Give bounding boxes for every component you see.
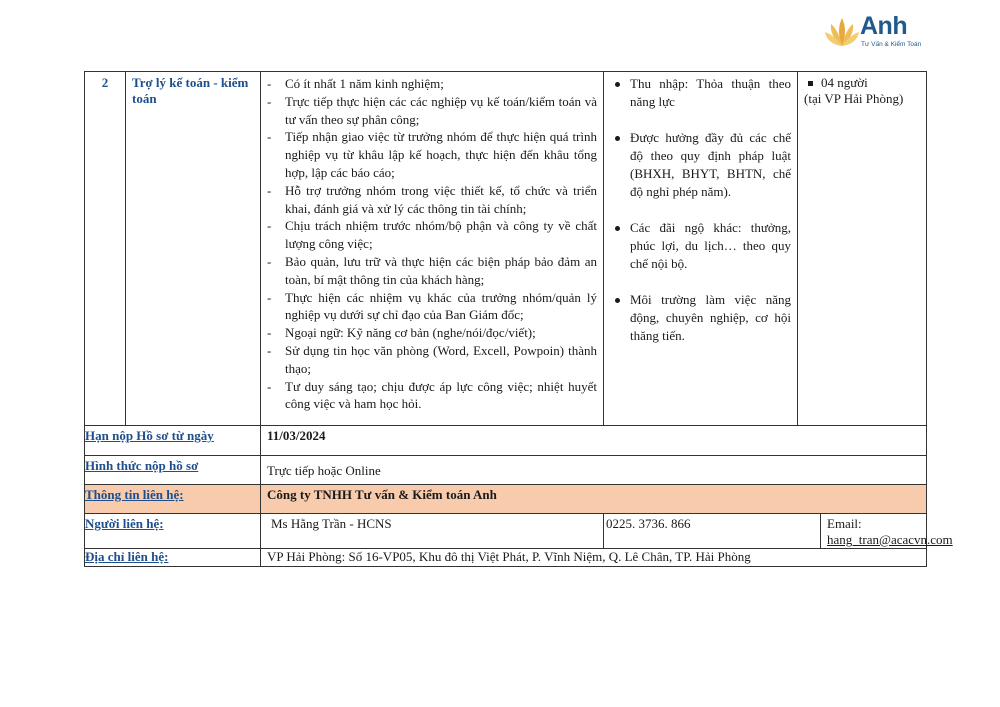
company-logo [824,10,934,56]
phone-email-cell [604,514,953,549]
benefits-list [608,75,791,345]
requirement-item: - Tư duy sáng tạo; chịu được áp lực công việc; nhiệt huyết công việc và ham học hỏi. [265,378,597,414]
requirement-item: - Thực hiện các nhiệm vụ khác của trưởng nhóm/quản lý nghiệp vụ dưới sự chỉ đạo của Ban Giám đốc; [265,289,597,325]
square-bullet-icon [808,81,813,86]
contact-row [85,485,927,514]
phone-value: 0225. 3736. 866 [604,514,821,548]
contact-label: Thông tin liên hệ: [85,485,261,514]
contact-value: Công ty TNHH Tư vấn & Kiểm toán Anh [261,485,927,514]
position-number: 2 [85,72,126,426]
requirement-item: - Tiếp nhận giao việc từ trưởng nhóm để thực hiện quá trình nghiệp vụ từ khâu lập kế hoạch, thực hiện đến khâu tổng hợp, lập các báo cáo; [265,128,597,181]
requirement-item: - Bảo quản, lưu trữ và thực hiện các biện pháp bảo đảm an toàn, bí mật thông tin của khách hàng; [265,253,597,289]
address-value: VP Hải Phòng: Số 16-VP05, Khu đô thị Việt Phát, P. Vĩnh Niệm, Q. Lê Chân, TP. Hải Phòng [261,549,927,567]
position-row [85,72,927,426]
benefit-item: Được hưởng đầy đủ các chế độ theo quy định pháp luật (BHXH, BHYT, BHTN, chế độ nghỉ phép năm). [608,129,791,201]
requirement-item: - Trực tiếp thực hiện các các nghiệp vụ kế toán/kiểm toán và tư vấn theo sự phân công; [265,93,597,129]
benefit-item: Môi trường làm việc năng động, chuyên nghiệp, cơ hội thăng tiến. [608,291,791,345]
deadline-label: Hạn nộp Hồ sơ từ ngày [85,426,261,456]
method-row [85,456,927,485]
location-value: (tại VP Hải Phòng) [804,91,904,106]
benefits-cell [604,72,798,426]
person-row [85,514,927,549]
logo-brand: Anh [860,12,908,40]
person-label: Người liên hệ: [85,514,261,549]
requirement-item: - Ngoại ngữ: Kỹ năng cơ bản (nghe/nói/đọc/viết); [265,324,597,342]
email-label: Email: [827,516,862,531]
benefit-item: Các đãi ngộ khác: thưởng, phúc lợi, du lịch… theo quy chế nội bộ. [608,219,791,273]
method-value: Trực tiếp hoặc Online [261,456,927,485]
recruitment-table [84,71,953,567]
person-value: Ms Hằng Trần - HCNS [261,514,604,549]
deadline-value: 11/03/2024 [261,426,927,456]
email-link[interactable]: hang_tran@acacvn.com [827,532,953,547]
quantity-cell [798,72,927,426]
address-label: Địa chỉ liên hệ: [85,549,261,567]
requirement-item: - Hỗ trợ trưởng nhóm trong việc thiết kế, tổ chức và triển khai, đánh giá và xử lý các thông tin tài chính; [265,182,597,218]
requirement-item: - Sử dụng tin học văn phòng (Word, Excell, Powpoin) thành thạo; [265,342,597,378]
requirement-item: - Có ít nhất 1 năm kinh nghiệm; [265,75,597,93]
method-label: Hình thức nộp hồ sơ [85,456,261,485]
requirement-item: - Chịu trách nhiệm trước nhóm/bộ phận và công ty về chất lượng công việc; [265,217,597,253]
benefit-item: Thu nhập: Thỏa thuận theo năng lực [608,75,791,111]
lotus-icon [824,12,860,52]
address-row [85,549,927,567]
logo-tagline: Tư Vấn & Kiểm Toán [861,41,922,48]
deadline-row [85,426,927,456]
email-cell [821,514,953,548]
position-title: Trợ lý kế toán - kiểm toán [126,72,261,426]
requirements-list [265,75,597,413]
requirements-cell [261,72,604,426]
quantity-value: 04 người [821,75,868,90]
